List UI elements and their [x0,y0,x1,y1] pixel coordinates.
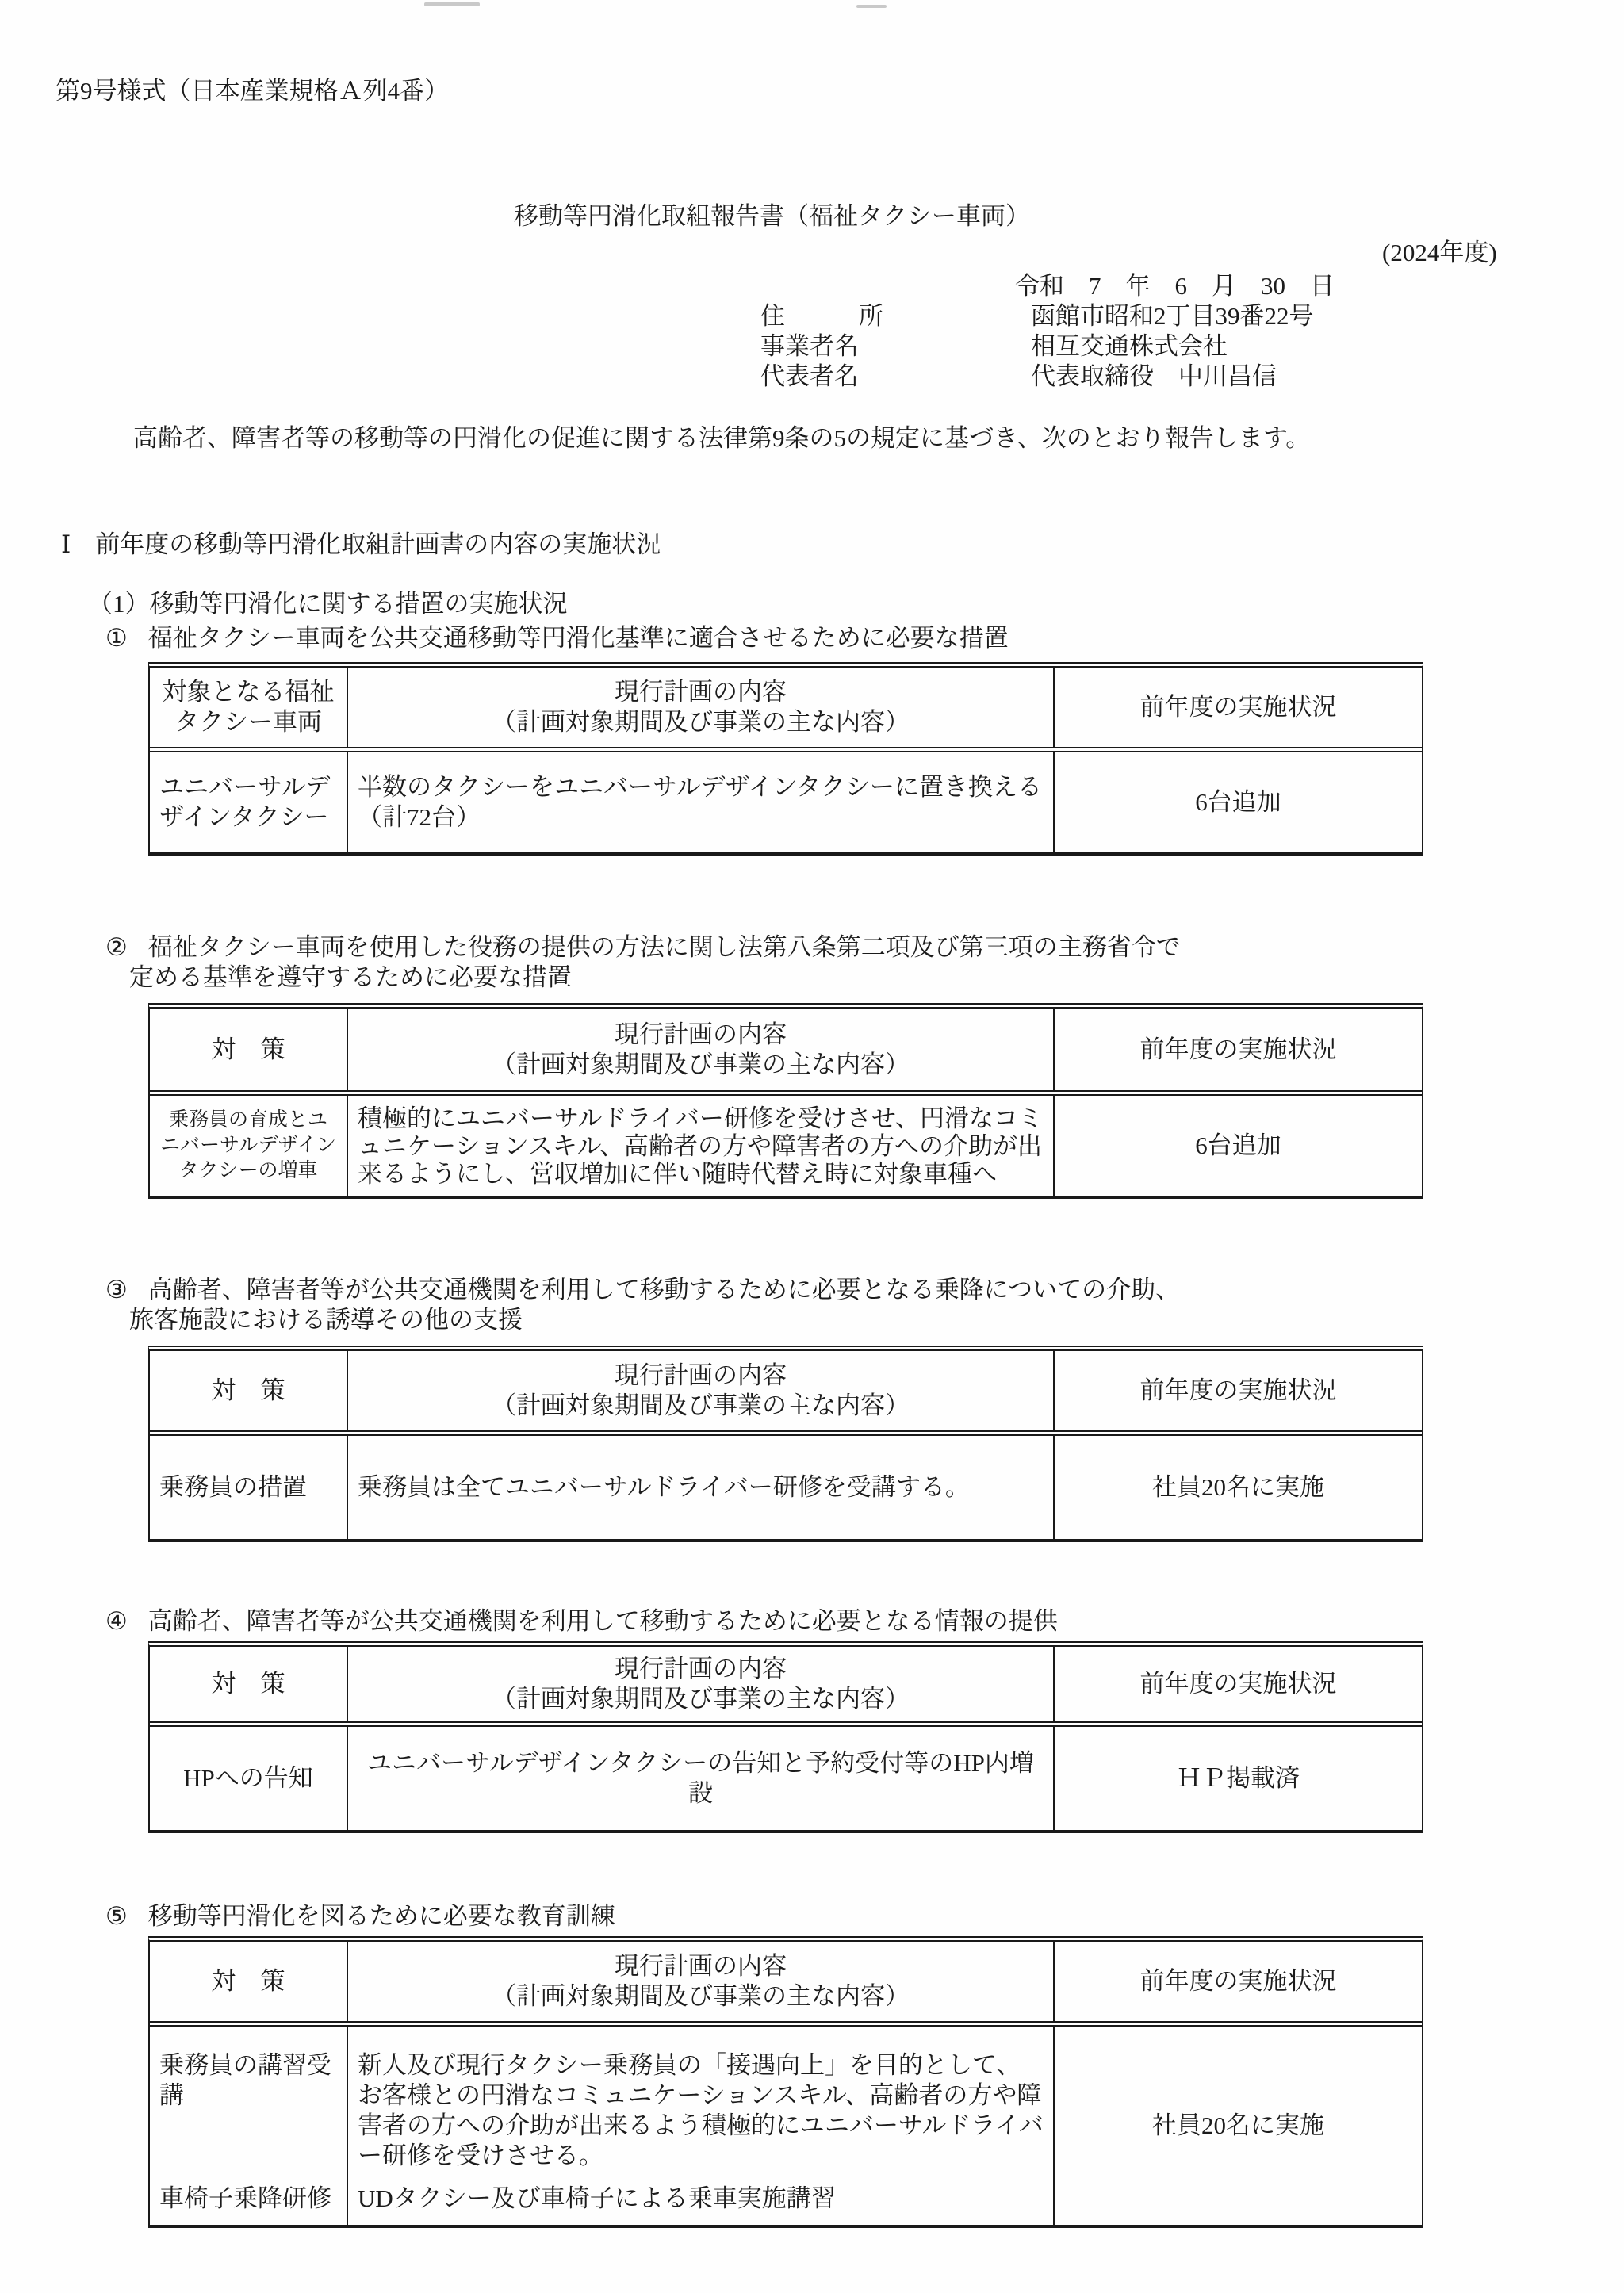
plan-header-line1: 現行計画の内容 [615,678,787,706]
table-2-col2-header [348,1009,1055,1090]
plan-header-line1: 現行計画の内容 [615,1361,787,1389]
representative-value: 代表取締役 中川昌信 [1031,362,1277,390]
table-1-row [150,752,1422,852]
table-4-row [150,1727,1422,1830]
table-5-row [150,2027,1422,2225]
item-3-heading-text: 高齢者、障害者等が公共交通機関を利用して移動するために必要となる乗降についての介助、 [147,1276,1181,1303]
plan-header-line2: （計画対象期間及び事業の主な内容） [492,1391,910,1419]
item-3-heading [105,1275,1180,1305]
plan-header-line1: 現行計画の内容 [615,1952,787,1980]
report-date: 令和 7 年 6 月 30 日 [1015,272,1335,300]
fiscal-year: (2024年度) [1382,239,1497,266]
section-1-heading: Ⅰ 前年度の移動等円滑化取組計画書の内容の実施状況 [61,530,661,558]
table-5-plan-cell [348,2027,1055,2225]
table-4-plan-cell: ユニバーサルデザインタクシーの告知と予約受付等のHP内増設 [348,1727,1055,1830]
plan-header-line2: （計画対象期間及び事業の主な内容） [492,708,910,736]
item-5-heading-text: 移動等円滑化を図るために必要な教育訓練 [147,1902,615,1930]
table-3-col3-header: 前年度の実施状況 [1139,1376,1337,1404]
table-1-col2-header [348,668,1055,747]
item-2-heading [105,932,1181,963]
table-3-header-row [150,1351,1422,1436]
table-5-target-1: 乗務員の講習受講 [159,2051,331,2109]
item-2-number: ② [105,933,128,961]
representative-label: 代表者名 [760,362,859,390]
table-4-col2-header [348,1647,1055,1721]
item-2-heading-line2: 定める基準を遵守するために必要な措置 [129,963,572,991]
table-2-plan-cell: 積極的にユニバーサルドライバー研修を受けさせ、円滑なコミュニケーションスキル、高齢者の方や障害者の方への介助が出来るようにし、営収増加に伴い随時代替え時に対象車種へ [348,1096,1055,1196]
operator-value: 相互交通株式会社 [1031,332,1228,360]
item-4-heading [105,1606,1058,1636]
item-3-number: ③ [105,1276,128,1303]
table-1-col3-header: 前年度の実施状況 [1139,693,1337,721]
plan-header-line1: 現行計画の内容 [615,1655,787,1682]
table-3-col1-header: 対 策 [150,1351,348,1430]
table-2-col1-header: 対 策 [150,1009,348,1090]
table-1-header-row [150,668,1422,752]
item-3-heading-line2: 旅客施設における誘導その他の支援 [129,1306,523,1334]
table-1 [148,662,1423,856]
table-1-plan-cell: 半数のタクシーをユニバーサルデザインタクシーに置き換える（計72台） [348,752,1055,852]
table-3-plan-cell: 乗務員は全てユニバーサルドライバー研修を受講する。 [348,1436,1055,1539]
table-2 [148,1003,1423,1199]
table-4 [148,1641,1423,1833]
form-number: 第9号様式（日本産業規格Ａ列4番） [56,77,449,105]
table-5-target-2: 車椅子乗降研修 [159,2184,331,2212]
table-3-status-cell: 社員20名に実施 [1152,1473,1324,1501]
scan-artifact [856,5,887,8]
table-4-header-row [150,1647,1422,1727]
intro-paragraph: 高齢者、障害者等の移動等の円滑化の促進に関する法律第9条の5の規定に基づき、次のとおり報告します。 [133,424,1311,452]
table-2-row [150,1096,1422,1196]
subsection-1-heading: （1）移動等円滑化に関する措置の実施状況 [88,590,568,618]
item-1-heading-text: 福祉タクシー車両を公共交通移動等円滑化基準に適合させるために必要な措置 [147,624,1009,652]
table-5 [148,1936,1423,2228]
item-4-heading-text: 高齢者、障害者等が公共交通機関を利用して移動するために必要となる情報の提供 [147,1607,1058,1635]
table-2-header-row [150,1009,1422,1096]
item-1-heading [105,623,1009,653]
plan-header-line2: （計画対象期間及び事業の主な内容） [492,1982,910,2010]
address-label: 住 所 [760,302,883,330]
table-5-header-row [150,1942,1422,2027]
table-3 [148,1346,1423,1542]
table-1-target-cell: ユニバーサルデザインタクシー [150,752,348,852]
table-3-col2-header [348,1351,1055,1430]
table-5-col3-header: 前年度の実施状況 [1139,1967,1337,1995]
table-5-target-cell [150,2027,348,2225]
document-title: 移動等円滑化取組報告書（福祉タクシー車両） [514,202,1030,230]
table-2-status-cell: 6台追加 [1195,1131,1281,1159]
item-1-number: ① [105,624,128,652]
item-5-heading [105,1901,615,1931]
table-1-status-cell: 6台追加 [1195,788,1281,816]
table-5-col1-header: 対 策 [150,1942,348,2021]
item-4-number: ④ [105,1607,128,1635]
table-5-status-cell: 社員20名に実施 [1152,2111,1324,2139]
table-4-col1-header: 対 策 [150,1647,348,1721]
table-1-col1-header: 対象となる福祉タクシー車両 [150,668,348,747]
table-2-target-cell: 乗務員の育成とユニバーサルデザインタクシーの増車 [150,1096,348,1196]
table-4-col3-header: 前年度の実施状況 [1139,1670,1337,1698]
scan-artifact [424,2,480,6]
table-4-status-cell: ＨＰ掲載済 [1177,1764,1300,1792]
table-3-target-cell: 乗務員の措置 [150,1436,348,1539]
plan-header-line2: （計画対象期間及び事業の主な内容） [492,1685,910,1713]
operator-label: 事業者名 [760,332,859,360]
plan-header-line1: 現行計画の内容 [615,1020,787,1048]
table-5-plan-1: 新人及び現行タクシー乗務員の「接遇向上」を目的として、お客様との円滑なコミュニケーションスキル、高齢者の方や障害者の方への介助が出来るよう積極的にユニバーサルドライバー研修を受けさせる。 [358,2051,1044,2169]
table-2-col3-header: 前年度の実施状況 [1139,1035,1337,1063]
table-5-plan-2: UDタクシー及び車椅子による乗車実施講習 [358,2184,836,2212]
item-5-number: ⑤ [105,1902,128,1930]
address-value: 函館市昭和2丁目39番22号 [1031,302,1314,330]
table-3-row [150,1436,1422,1539]
table-4-target-cell: HPへの告知 [150,1727,348,1830]
plan-header-line2: （計画対象期間及び事業の主な内容） [492,1050,910,1078]
item-2-heading-text: 福祉タクシー車両を使用した役務の提供の方法に関し法第八条第二項及び第三項の主務省令で [147,933,1181,961]
table-5-col2-header [348,1942,1055,2021]
